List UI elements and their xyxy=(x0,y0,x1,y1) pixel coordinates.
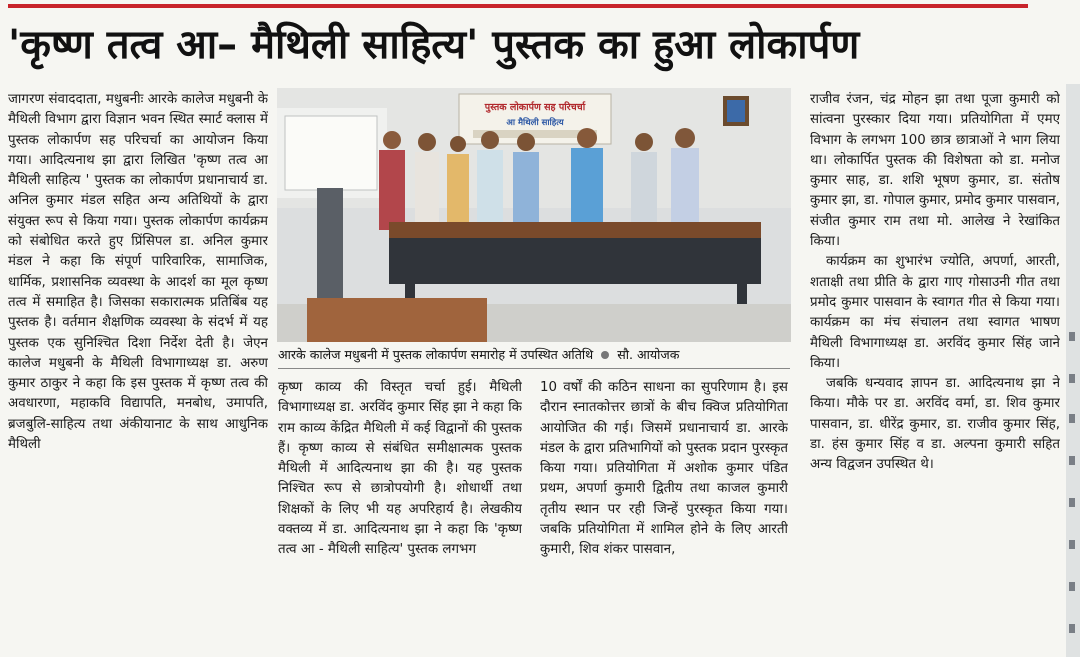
event-photo-illustration xyxy=(277,88,791,342)
article-paragraph: राजीव रंजन, चंद्र मोहन झा तथा पूजा कुमारी को सांत्वना पुरस्कार दिया गया। प्रतियोगिता में एमए विभाग के लगभग 100 छात्र छात्राओं ने भाग लिया था। लोकार्पित पुस्तक की विशेषता को डा. मनोज कुमार साह, डा. शशि भूषण कुमार, डा. संतोष कुमार झा, डा. गोपाल कुमार, प्रमोद कुमार पासवान, संजीत कुमार राम तथा मो. आलेख ने रेखांकित किया। xyxy=(810,92,1060,250)
article-column-4 xyxy=(810,90,1060,650)
bullet-icon xyxy=(601,351,609,359)
headline: 'कृष्ण तत्व आ– मैथिली साहित्य' पुस्तक का हुआ लोकार्पण xyxy=(8,22,860,68)
article-paragraph: कृष्ण काव्य की विस्तृत चर्चा हुई। मैथिली विभागाध्यक्ष डा. अरविंद कुमार सिंह झा ने कहा कि राम काव्य केंद्रित मैथिली में कई विद्वानों की पुस्तक हैं। कृष्ण काव्य से संबंधित समीक्षात्मक पुस्तक मैथिली में आदित्यनाथ झा की है। यह पुस्तक निश्चित रूप से छात्रोपयोगी है। शोधार्थी तथा शिक्षकों के लिए भी यह अपरिहार्य है। लेखकीय वक्तव्य में डा. आदित्यनाथ झा ने कहा कि 'कृष्ण तत्व आ - मैथिली साहित्य' पुस्तक लगभग xyxy=(278,380,522,558)
article-paragraph: जबकि धन्यवाद ज्ञापन डा. आदित्यनाथ झा ने किया। मौके पर डा. अरविंद वर्मा, डा. शिव कुमार पासवान, डा. धीरेंद्र कुमार, डा. राजीव कुमार सिंह, डा. हंस कुमार सिंह व डा. अल्पना कुमारी सहित अन्य विद्वजन उपस्थित थे। xyxy=(810,376,1060,473)
article-column-1 xyxy=(8,90,268,650)
banner-text-2: आ मैथिली साहित्य xyxy=(506,118,564,128)
caption-text: आरके कालेज मधुबनी में पुस्तक लोकार्पण समारोह में उपस्थित अतिथि xyxy=(278,347,594,362)
article-paragraph: जागरण संवाददाता, मधुबनीः आरके कालेज मधुबनी के मैथिली विभाग द्वारा विज्ञान भवन स्थित स्मार्ट क्लास में पुस्तक लोकार्पण सह परिचर्चा का आयोजन किया गया। आदित्यनाथ झा द्वारा लिखित 'कृष्ण तत्व आ मैथिली साहित्य ' पुस्तक का लोकार्पण प्रधानाचार्य डा. अनिल कुमार मंडल सहित अन्य अतिथियों के द्वारा संयुक्त रूप से किया गया। पुस्तक लोकार्पण कार्यक्रम को संबोधित करते हुए प्रिंसिपल डा. अनिल कुमार मंडल ने कहा कि संपूर्ण पारिवारिक, सामाजिक, धार्मिक, प्रशासनिक व्यवस्था के आदर्श का मूल कृष्ण तत्व में समाहित है। जिसका सकारात्मक प्रतिबिंब यह पुस्तक है। वर्तमान शैक्षणिक व्यवस्था के संदर्भ में यह पुस्तक एक सुनिश्चित दिशा निर्देश देती है। जेएन कालेज मधुबनी के मैथिली विभागाध्यक्ष डा. अरुण कुमार ठाकुर ने कहा कि इस पुस्तक में कृष्ण तत्व की अवधारणा, महाकवि विद्यापति, मनबोध, उमापति, ब्रजबुलि-साहित्य तथा अंकीयानाट के साथ आधुनिक मैथिली xyxy=(8,92,268,453)
banner-text-1: पुस्तक लोकार्पण सह परिचर्चा xyxy=(484,102,586,113)
adjacent-article-edge xyxy=(1066,84,1080,657)
article-paragraph: कार्यक्रम का शुभारंभ ज्योति, अपर्णा, आरती, शताक्षी तथा प्रीति के द्वारा गाए गोसाउनी गीत तथा प्रमोद कुमार पासवान के स्वागत गीत से किया गया। कार्यक्रम का मंच संचालन तथा स्वागत भाषण मैथिली विभागाध्यक्ष डा. अरविंद कुमार सिंह जाने किया। xyxy=(810,254,1060,371)
caption-divider xyxy=(278,368,790,369)
article-column-3 xyxy=(540,378,788,650)
article-paragraph: 10 वर्षों की कठिन साधना का सुपरिणाम है। इस दौरान स्नातकोत्तर छात्रों के बीच क्विज प्रतियोगिता आयोजित की गई। जिसमें प्रधानाचार्य डा. आरके मंडल के द्वारा प्रतिभागियों को पुस्तक प्रदान पुरस्कृत किया गया। प्रतियोगिता में अशोक कुमार पंडित प्रथम, अपर्णा कुमारी द्वितीय तथा काजल कुमारी तृतीय स्थान पर रही जिन्हें पुरस्कृत किया गया। जबकि प्रतियोगिता में शामिल होने के लिए आरती कुमारी, शिव शंकर पासवान, xyxy=(540,380,788,558)
headline-rule xyxy=(8,4,1028,8)
article-column-2 xyxy=(278,378,522,650)
event-photo xyxy=(277,88,791,342)
caption-credit: सौ. आयोजक xyxy=(617,347,680,362)
photo-caption xyxy=(278,344,790,366)
